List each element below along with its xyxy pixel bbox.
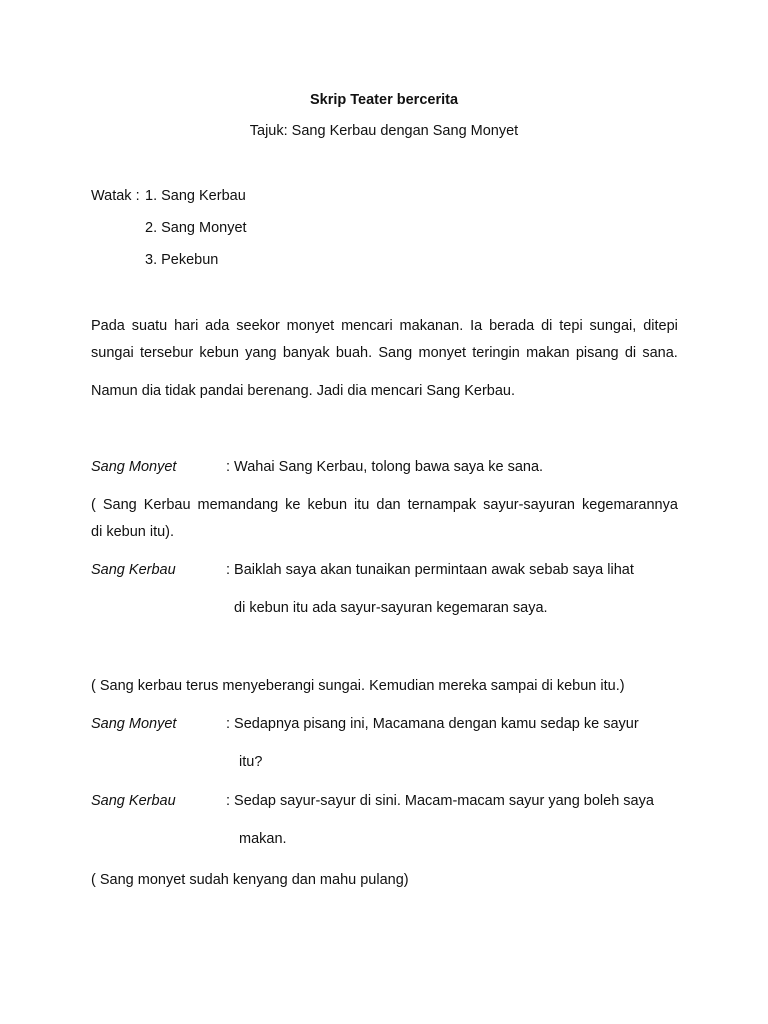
dialogue-continuation: itu? [239, 754, 263, 770]
word: Sang [102, 497, 137, 513]
word: kegemarannya [582, 497, 678, 513]
word: buah. [335, 345, 373, 361]
dialogue-text: : Baiklah saya akan tunaikan permintaan awak sebab saya lihat [226, 562, 634, 578]
cast-label: Watak : [91, 188, 140, 204]
word: ternampak [407, 497, 477, 513]
word: pisang [575, 345, 619, 361]
word: seekor [236, 318, 280, 334]
stage-direction: ( Sang monyet sudah kenyang dan mahu pulang) [91, 872, 409, 888]
word: kebun [307, 497, 348, 513]
word: mencari [341, 318, 393, 334]
cast-item-2: 2. Sang Monyet [145, 220, 247, 236]
word: itu [354, 497, 370, 513]
word: suatu [131, 318, 168, 334]
word: ditepi [643, 318, 678, 334]
word: sungai [91, 345, 134, 361]
word: monyet [286, 318, 335, 334]
document-title: Skrip Teater bercerita [309, 92, 459, 108]
word: hari [174, 318, 199, 334]
cast-item-3: 3. Pekebun [145, 252, 219, 268]
stage-direction-line-2: di kebun itu). [91, 524, 175, 540]
speaker-name: Sang Monyet [91, 459, 177, 475]
word: makan [526, 345, 570, 361]
speaker-name: Sang Monyet [91, 716, 177, 732]
document-subtitle: Tajuk: Sang Kerbau dengan Sang Monyet [249, 123, 519, 139]
stage-direction: ( Sang kerbau terus menyeberangi sungai. Kemudian mereka sampai di kebun itu.) [91, 678, 625, 694]
word: kebun [199, 345, 239, 361]
word: banyak [282, 345, 330, 361]
word: ( [91, 497, 96, 513]
word: berada [489, 318, 535, 334]
dialogue-text: : Sedapnya pisang ini, Macamana dengan kamu sedap ke sayur [226, 716, 639, 732]
speaker-name: Sang Kerbau [91, 562, 176, 578]
word: sayur-sayuran [483, 497, 575, 513]
word: sana. [642, 345, 678, 361]
speaker-name: Sang Kerbau [91, 793, 176, 809]
word: Kerbau [143, 497, 191, 513]
stage-direction-line-1 [91, 496, 678, 514]
dialogue-text: : Wahai Sang Kerbau, tolong bawa saya ke sana. [226, 459, 544, 475]
narration-line-1 [91, 317, 678, 335]
narration-line-3: Namun dia tidak pandai berenang. Jadi dia mencari Sang Kerbau. [91, 383, 515, 399]
word: di [624, 345, 637, 361]
narration-line-2 [91, 344, 678, 362]
word: tersebur [139, 345, 194, 361]
word: Pada [91, 318, 125, 334]
word: makanan. [399, 318, 464, 334]
word: ada [205, 318, 230, 334]
word: Sang [378, 345, 413, 361]
dialogue-continuation: di kebun itu ada sayur-sayuran kegemaran saya. [234, 600, 548, 616]
word: dan [376, 497, 401, 513]
word: memandang [197, 497, 279, 513]
word: yang [245, 345, 277, 361]
word: tepi [559, 318, 583, 334]
word: teringin [472, 345, 520, 361]
dialogue-text: : Sedap sayur-sayur di sini. Macam-macam sayur yang boleh saya [226, 793, 654, 809]
word: sungai, [589, 318, 637, 334]
cast-item-1: 1. Sang Kerbau [145, 188, 246, 204]
word: ke [285, 497, 301, 513]
dialogue-continuation: makan. [239, 831, 287, 847]
word: monyet [418, 345, 467, 361]
word: di [541, 318, 553, 334]
word: Ia [470, 318, 483, 334]
